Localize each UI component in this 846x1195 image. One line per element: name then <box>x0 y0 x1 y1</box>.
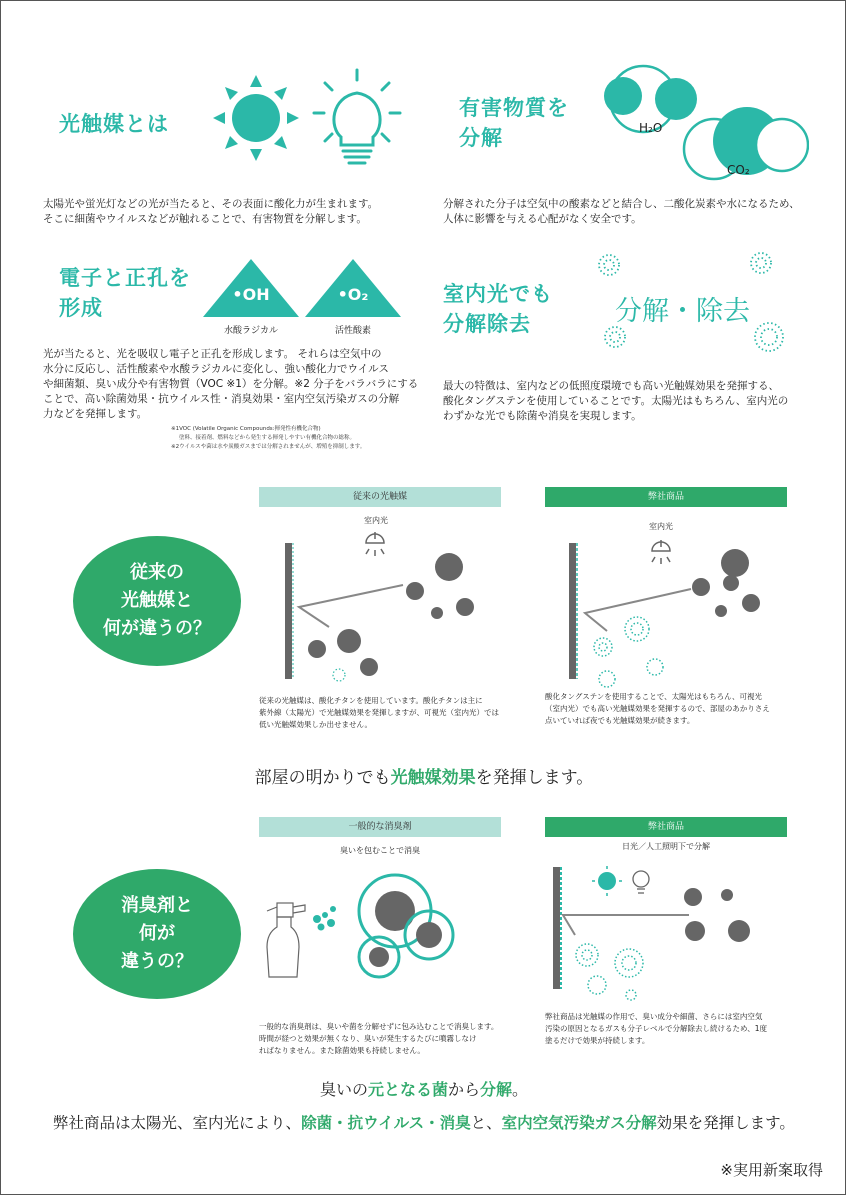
compare1-left-desc <box>259 695 509 731</box>
footer-note: ※実用新案取得 <box>720 1161 823 1179</box>
oh-label: 水酸ラジカル <box>223 326 278 336</box>
tagline3-highlight: 除菌・抗ウイルス・消臭 <box>301 1114 471 1132</box>
molecule-icon <box>599 53 809 183</box>
compare2-right-desc-line: 汚染の原因となるガスも分子レベルで分解除去し続けるため、1度 <box>545 1024 767 1033</box>
compare2-left-desc-line: 一般的な消臭剤は、臭いや菌を分解せずに包み込むことで消臭します。 <box>259 1022 499 1031</box>
compare2-right-desc-line: 弊社商品は光触媒の作用で、臭い成分や細菌、さらには室内空気 <box>545 1012 763 1021</box>
compare2-badge-line: 消臭剤と <box>121 895 193 916</box>
sec3-body-line: ことで、高い除菌効果・抗ウイルス性・消臭効果・室内空気汚染ガスの分解 <box>43 393 400 405</box>
tagline1-highlight: 光触媒効果 <box>390 768 476 788</box>
lightbulb-icon <box>311 67 403 171</box>
sec4-heading-line: 分解除去 <box>443 312 531 336</box>
sec2-body-line: 分解された分子は空気中の酸素などと結合し、二酸化炭素や水になるため、 <box>443 198 800 210</box>
sec1-heading: 光触媒とは <box>59 112 169 136</box>
sec4-body-line: わずかな光でも除菌や消臭を実現します。 <box>443 410 642 422</box>
tagline3-c: と、 <box>470 1114 502 1132</box>
compare1-right-diagram <box>559 531 789 691</box>
tagline2-highlight: 分解 <box>480 1080 513 1099</box>
compare1-left-diagram <box>271 527 501 687</box>
compare2-left-bar: 一般的な消臭剤 <box>259 817 501 837</box>
compare2-left-desc-line: 時間が経つと効果が無くなり、臭いが発生するたびに噴霧しなけ <box>259 1034 477 1043</box>
compare1-left-desc-line: 従来の光触媒は、酸化チタンを使用しています。酸化チタンは主に <box>259 696 483 705</box>
compare2-badge-line: 違うの？ <box>121 951 193 972</box>
compare1-left-bar: 従来の光触媒 <box>259 487 501 507</box>
sec4-body-line: 最大の特徴は、室内などの低照度環境でも高い光触媒効果を発揮する、 <box>443 380 779 392</box>
sec3-heading-line: 電子と正孔を <box>59 266 191 290</box>
compare2-right-diagram <box>549 855 789 1005</box>
sec2-heading <box>459 93 569 153</box>
compare2-badge-line: 何が <box>139 923 175 944</box>
tagline2-e: 。 <box>512 1080 529 1099</box>
compare1-left-light-label: 室内光 <box>364 516 388 525</box>
tagline3-e: 効果を発揮します。 <box>656 1114 795 1132</box>
sec2-heading-line: 分解 <box>459 126 503 150</box>
co2-label: CO₂ <box>727 163 750 177</box>
compare1-right-bar: 弊社商品 <box>545 487 787 507</box>
compare2-left-desc <box>259 1021 509 1057</box>
compare2-badge <box>73 869 241 999</box>
sec3-notes <box>171 425 431 452</box>
sec3-heading <box>59 263 191 323</box>
tagline2 <box>1 1077 846 1100</box>
tagline3-highlight: 室内空気汚染ガス分解 <box>501 1114 657 1132</box>
o2-text: •O₂ <box>337 285 369 304</box>
sec3-body-line: 光が当たると、光を吸収し電子と正孔を形成します。 それらは空気中の <box>43 348 382 360</box>
tagline2-a: 臭いの <box>319 1080 368 1099</box>
sec3-body-line: 水分に反応し、活性酸素や水酸ラジカルに変化し、強い酸化力でウイルス <box>43 363 389 375</box>
sec3-body-line: や細菌類、臭い成分や有害物質（VOC ※1）を分解。※2 分子をバラバラにする <box>43 378 419 390</box>
compare2-right-desc-line: 塗るだけで効果が持続します。 <box>545 1036 650 1045</box>
sec1-body <box>43 197 423 227</box>
compare1-badge <box>73 536 241 666</box>
compare1-right-desc-line: 点いていれば夜でも光触媒効果が続きます。 <box>545 716 695 725</box>
tagline2-c: から <box>447 1080 480 1099</box>
compare2-left-desc-line: ればなりません。また除菌効果も持続しません。 <box>259 1046 425 1055</box>
oh-text: •OH <box>232 285 270 304</box>
compare1-right-desc-line: 酸化タングステンを使用することで、太陽光はもちろん、可視光 <box>545 692 763 701</box>
compare2-right-sub: 日光／人工照明下で分解 <box>622 842 710 851</box>
sec2-body <box>443 197 838 227</box>
sec3-note: 塗料、接着剤、燃料などから発生する揮発しやすい有機化合物の総称。 <box>179 435 356 441</box>
compare1-left-desc-line: 低い光触媒効果しか出せません。 <box>259 720 372 729</box>
compare2-right-bar: 弊社商品 <box>545 817 787 837</box>
sec2-heading-line: 有害物質を <box>459 96 569 120</box>
sec3-body <box>43 347 428 422</box>
compare1-right-light-label: 室内光 <box>649 522 673 531</box>
tagline3-a: 弊社商品は太陽光、室内光により、 <box>53 1114 302 1132</box>
tagline3 <box>1 1111 846 1133</box>
sec4-heading <box>443 279 553 339</box>
compare1-badge-line: 従来の <box>130 562 184 583</box>
sec3-note: ※1VOC (Volatile Organic Compounds:揮発性有機化合物) <box>171 426 321 432</box>
sec3-heading-line: 形成 <box>59 296 103 320</box>
sec2-body-line: 人体に影響を与える心配がなく安全です。 <box>443 213 642 225</box>
sec3-note: ※2ウイルスや菌は水や炭酸ガスまでは分解されませんが、増殖を抑制します。 <box>171 444 366 450</box>
compare1-left-desc-line: 紫外線（太陽光）で光触媒効果を発揮しますが、可視光（室内光）では <box>259 708 499 717</box>
compare2-right-desc <box>545 1011 795 1047</box>
h2o-label: H₂O <box>639 121 663 135</box>
sec1-body-line: そこに細菌やウイルスなどが触れることで、有害物質を分解します。 <box>43 213 367 225</box>
tagline1 <box>1 763 846 788</box>
sec4-graphic-text: 分解・除去 <box>615 296 750 327</box>
tagline1-c: を発揮します。 <box>475 768 594 788</box>
compare1-badge-line: 何が違うの？ <box>103 618 211 639</box>
compare1-right-desc <box>545 691 795 727</box>
o2-label: 活性酸素 <box>334 326 371 336</box>
sec3-body-line: 力などを発揮します。 <box>43 408 148 420</box>
sec4-body <box>443 379 838 424</box>
sec1-body-line: 太陽光や蛍光灯などの光が当たると、その表面に酸化力が生まれます。 <box>43 198 379 210</box>
compare1-right-desc-line: （室内光）でも高い光触媒効果を発揮するので、部屋のあかりさえ <box>545 704 770 713</box>
sec4-heading-line: 室内光でも <box>443 282 553 306</box>
tagline1-a: 部屋の明かりでも <box>254 768 391 788</box>
tagline2-highlight: 元となる菌 <box>367 1080 448 1099</box>
compare2-left-sub: 臭いを包むことで消臭 <box>340 846 420 855</box>
compare1-badge-line: 光触媒と <box>121 590 193 611</box>
sun-icon <box>209 71 303 165</box>
sec4-body-line: 酸化タングステンを使用していることです。太陽光はもちろん、室内光の <box>443 395 789 407</box>
compare2-left-diagram <box>259 861 503 1007</box>
